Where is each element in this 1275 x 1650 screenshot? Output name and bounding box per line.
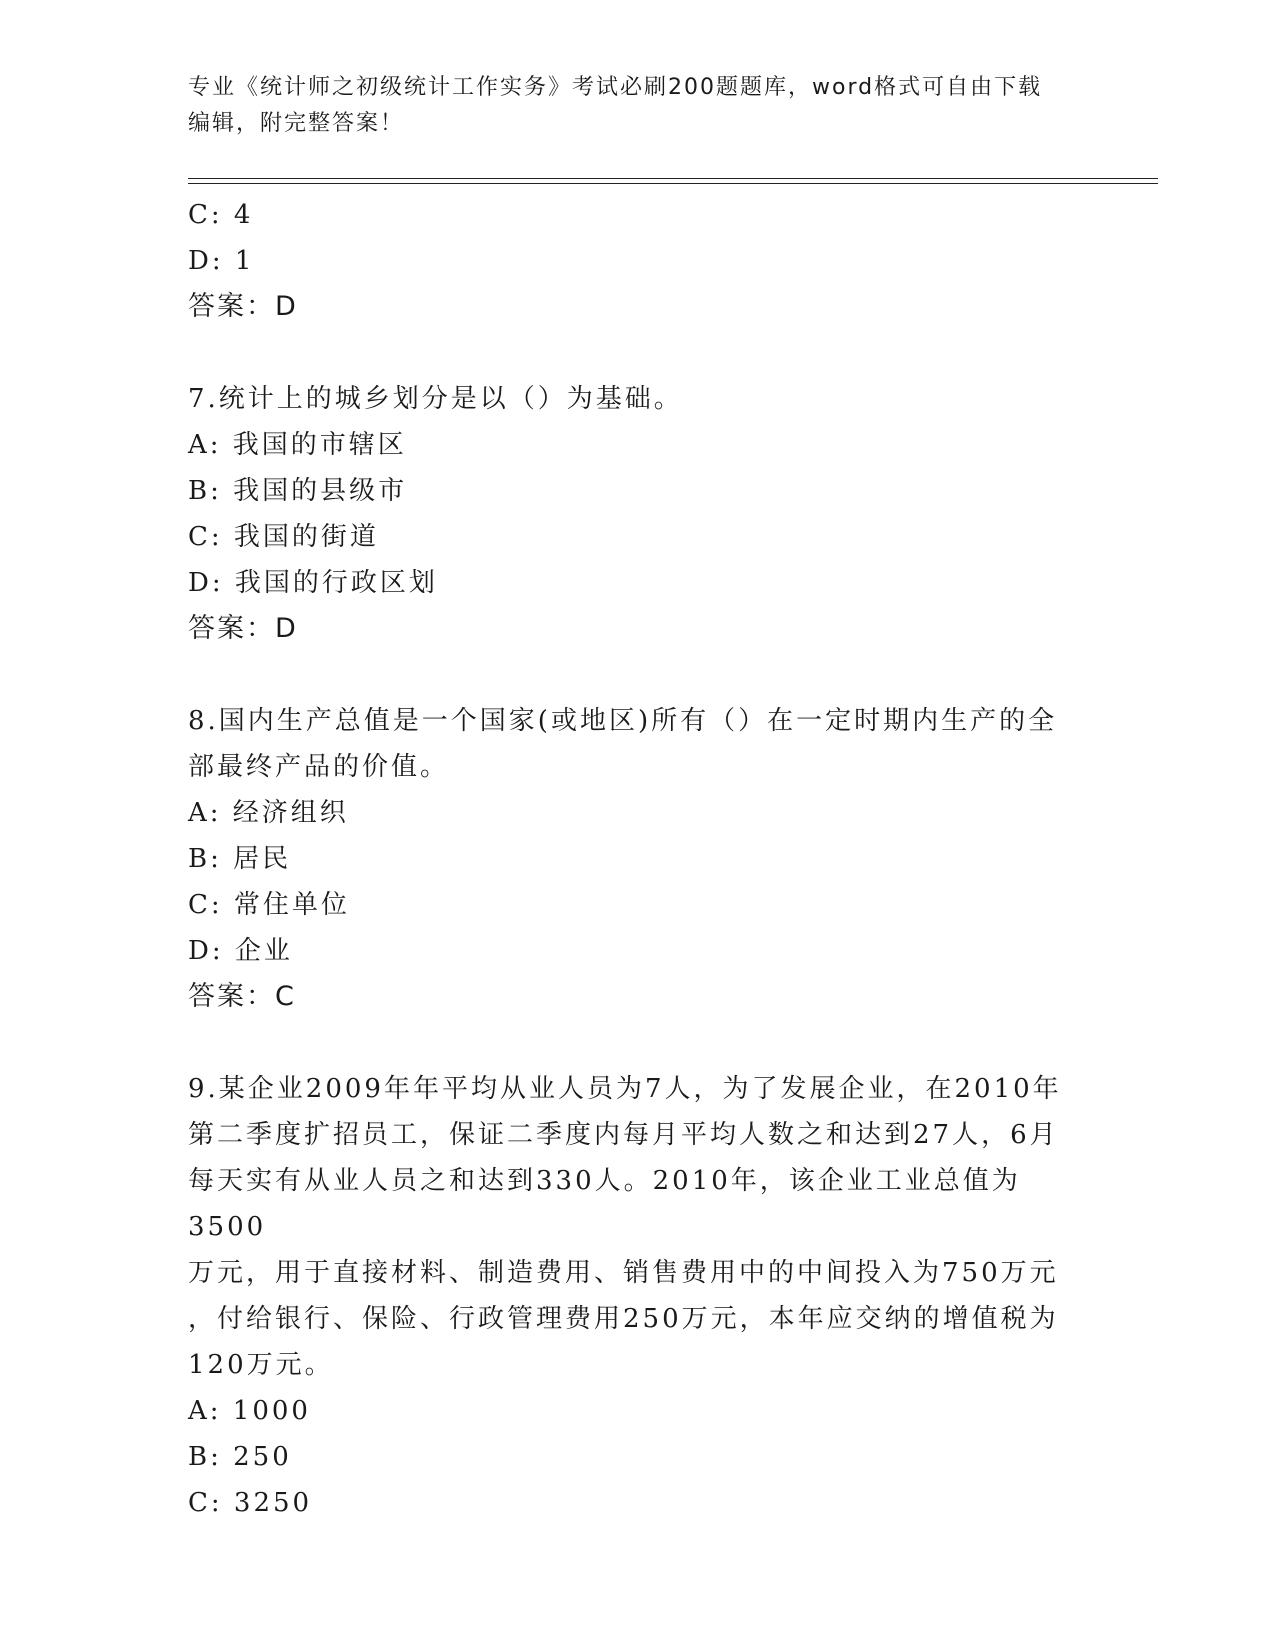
question-stem-line-3: 每天实有从业人员之和达到330人。2010年，该企业工业总值为3500 [188,1166,1021,1242]
option-a: A: 我国的市辖区 [188,430,407,460]
option-d: D: 1 [188,246,255,276]
option-a: A: 1000 [188,1396,311,1426]
option-b: B: 居民 [188,844,292,874]
document-header [188,70,1088,142]
question-6-tail [188,192,1088,330]
option-a: A: 经济组织 [188,798,349,828]
spacer [188,1020,1088,1066]
option-c: C: 我国的街道 [188,522,379,552]
answer-line: 答案：D [188,291,298,322]
document-body [188,192,1088,1526]
spacer [188,330,1088,376]
question-stem-line-4: 万元，用于直接材料、制造费用、销售费用中的中间投入为750万元 [188,1258,1059,1288]
answer-line: 答案：C [188,981,296,1012]
header-line-2: 编辑，附完整答案！ [188,111,405,136]
header-line-1: 专业《统计师之初级统计工作实务》考试必刷200题题库，word格式可自由下载 [188,75,1043,100]
option-c: C: 4 [188,200,254,230]
question-7 [188,376,1088,652]
question-stem: 7.统计上的城乡划分是以（）为基础。 [188,384,683,414]
spacer [188,652,1088,698]
option-b: B: 我国的县级市 [188,476,408,506]
question-stem-line-2: 第二季度扩招员工，保证二季度内每月平均人数之和达到27人，6月 [188,1120,1059,1150]
option-d: D: 企业 [188,936,293,966]
question-stem-line-5: ，付给银行、保险、行政管理费用250万元，本年应交纳的增值税为 [188,1304,1059,1334]
option-b: B: 250 [188,1442,292,1472]
option-d: D: 我国的行政区划 [188,568,438,598]
question-stem-line-1: 9.某企业2009年年平均从业人员为7人，为了发展企业，在2010年 [188,1074,1062,1104]
question-9 [188,1066,1088,1526]
option-c: C: 常住单位 [188,890,350,920]
answer-line: 答案：D [188,613,298,644]
question-stem-line-6: 120万元。 [188,1350,334,1380]
header-divider-bottom [188,183,1158,184]
option-c: C: 3250 [188,1488,313,1518]
question-8 [188,698,1088,1020]
header-divider-top [188,178,1158,179]
question-stem-line-2: 部最终产品的价值。 [188,752,450,782]
question-stem-line-1: 8.国内生产总值是一个国家(或地区)所有（）在一定时期内生产的全 [188,706,1058,736]
